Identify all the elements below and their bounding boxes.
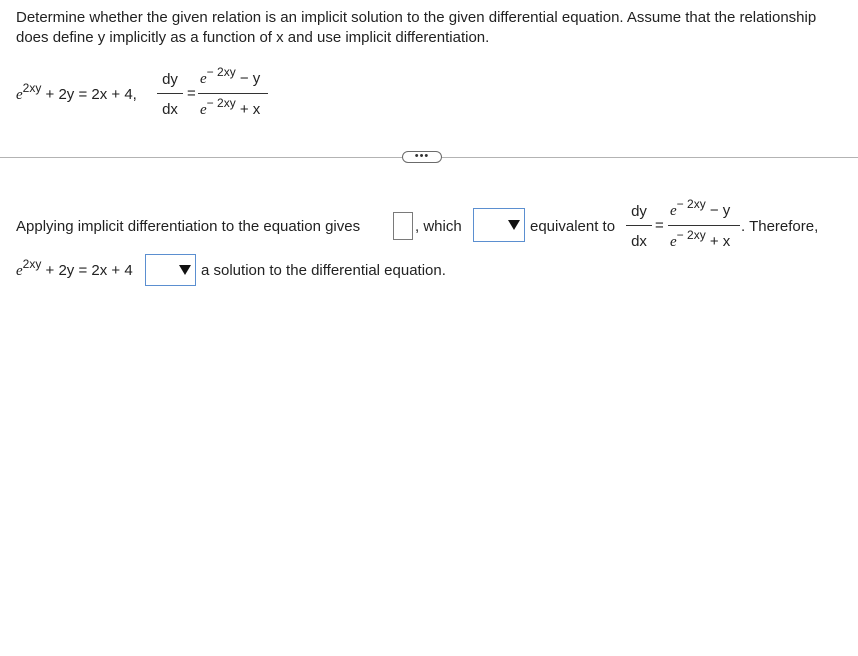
answer-intro-text: Applying implicit differentiation to the equation gives bbox=[16, 218, 361, 235]
dropdown-arrow-icon bbox=[179, 265, 191, 275]
answer-relation: $e^{2xy} + 2y = 2x + 4$ bbox=[16, 257, 133, 279]
ode-lhs-denominator: dx bbox=[162, 101, 178, 118]
ode-equals: = bbox=[187, 85, 196, 102]
is-isnot-solution-dropdown[interactable] bbox=[145, 254, 196, 286]
ans-ode-equals: = bbox=[655, 217, 664, 234]
relation-exponent: 2xy bbox=[22, 81, 42, 95]
ode-lhs-numerator: dy bbox=[162, 71, 178, 88]
ans-ode-lhs-numerator: dy bbox=[631, 203, 647, 220]
relation-equation bbox=[16, 81, 137, 104]
ans-ode-rhs-denominator: $e^{- 2xy} + x$ bbox=[670, 228, 731, 250]
ans-ode-lhs-denominator: dx bbox=[631, 233, 647, 250]
ode-rhs-fraction-bar bbox=[198, 93, 268, 94]
ode-lhs-fraction-bar bbox=[157, 93, 183, 94]
derivative-answer-box[interactable] bbox=[393, 212, 413, 240]
answer-equivalent-text: equivalent to bbox=[530, 218, 616, 235]
dropdown-arrow-icon bbox=[508, 220, 520, 230]
expand-more-button[interactable]: ••• bbox=[402, 151, 442, 163]
relation-e: e bbox=[16, 87, 23, 103]
answer-which-text: , which bbox=[415, 218, 462, 235]
is-isnot-equivalent-dropdown[interactable] bbox=[473, 208, 525, 242]
ans-ode-lhs-fraction-bar bbox=[626, 225, 652, 226]
ode-rhs-numerator: $e^{- 2xy} - y$ bbox=[200, 65, 261, 87]
ans-ode-rhs-fraction-bar bbox=[668, 225, 740, 226]
ans-ode-rhs-numerator: $e^{- 2xy} - y$ bbox=[670, 197, 731, 219]
relation-rest: + 2y = 2x + 4, bbox=[41, 86, 137, 103]
question-prompt: Determine whether the given relation is an implicit solution to the given differential equation. Assume that the relationship does define y implicitly as a function of x and use implicit differentiation. bbox=[16, 9, 817, 46]
answer-conclusion-text: a solution to the differential equation. bbox=[201, 262, 446, 279]
answer-therefore-text: . Therefore, bbox=[741, 218, 819, 235]
ode-rhs-denominator: $e^{- 2xy} + x$ bbox=[200, 96, 261, 118]
